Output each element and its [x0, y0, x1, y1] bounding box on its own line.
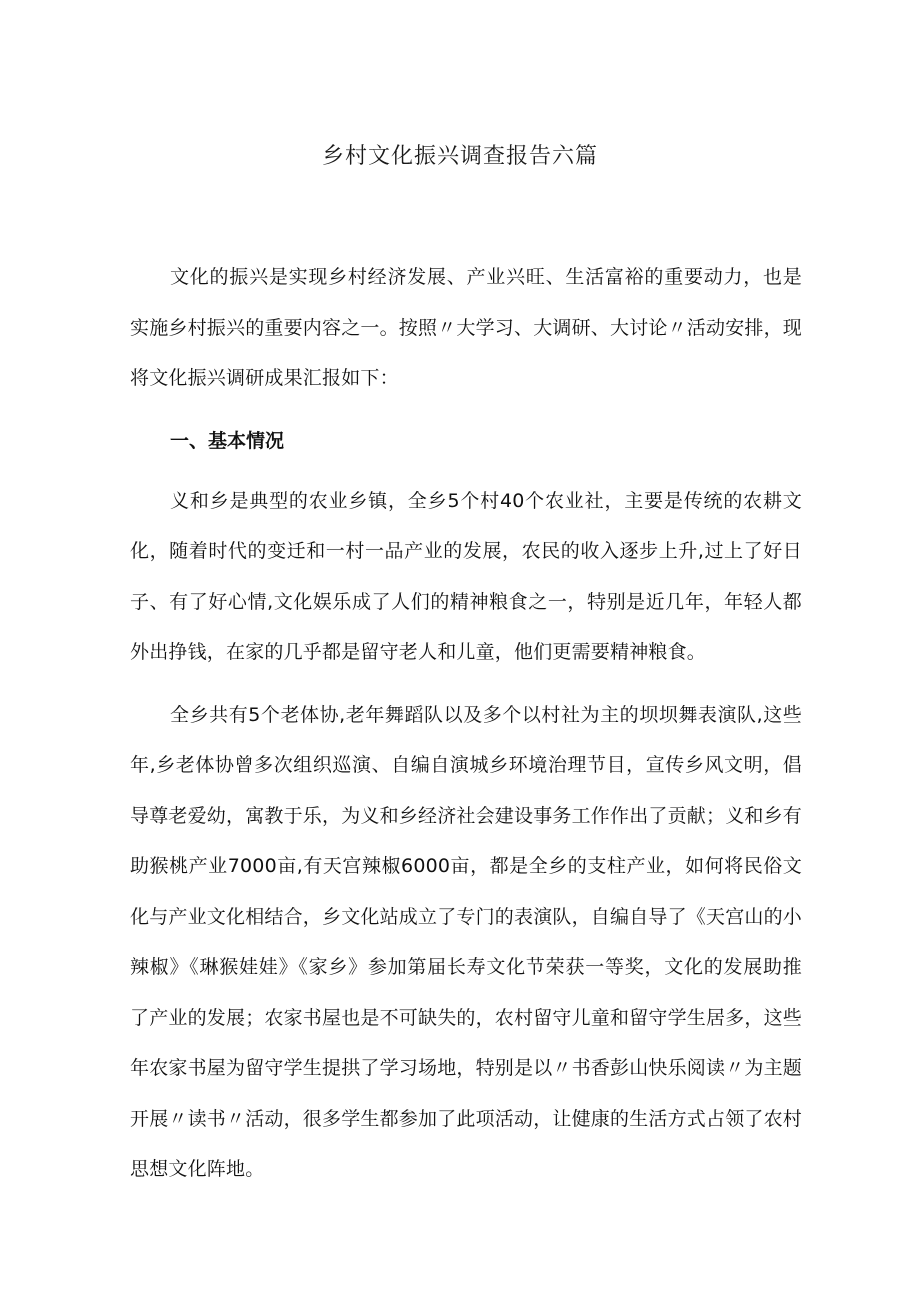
- document-title: 乡村文化振兴调查报告六篇: [321, 144, 598, 169]
- paragraph-overview: 义和乡是典型的农业乡镇，全乡5个村40个农业社，主要是传统的农耕文化，随着时代的变迁和一村一品产业的发展，农民的收入逐步上升,过上了好日子、有了好心情,文化娱乐成了人们的精神粮食之一，特别是近几年，年轻人都外出挣钱，在家的几乎都是留守老人和儿童，他们更需要精神粮食。: [130, 489, 802, 663]
- document-body: [130, 252, 802, 1207]
- paragraph-activities: 全乡共有5个老体协,老年舞蹈队以及多个以村社为主的坝坝舞表演队,这些年,乡老体协曾多次组织巡演、自编自演城乡环境治理节目，宣传乡风文明，倡导尊老爱幼，寓教于乐，为义和乡经济社会建设事务工作作出了贡献；义和乡有助猴桃产业7000亩,有天宫辣椒6000亩，都是全乡的支柱产业，如何将民俗文化与产业文化相结合，乡文化站成立了专门的表演队，自编自导了《天宫山的小辣椒》《琳猴娃娃》《家乡》参加第届长寿文化节荣获一等奖，文化的发展助推了产业的发展；农家书屋也是不可缺失的，农村留守儿童和留守学生居多，这些年农家书屋为留守学生提拱了学习场地，特别是以〃书香彭山快乐阅读〃为主题开展〃读书〃活动，很多学生都参加了此项活动，让健康的生活方式占领了农村思想文化阵地。: [130, 703, 803, 1180]
- paragraph-intro: 文化的振兴是实现乡村经济发展、产业兴旺、生活富裕的重要动力，也是实施乡村振兴的重要内容之一。按照〃大学习、大调研、大讨论〃活动安排，现将文化振兴调研成果汇报如下：: [130, 266, 803, 389]
- section-heading: 一、基本情况: [170, 429, 285, 452]
